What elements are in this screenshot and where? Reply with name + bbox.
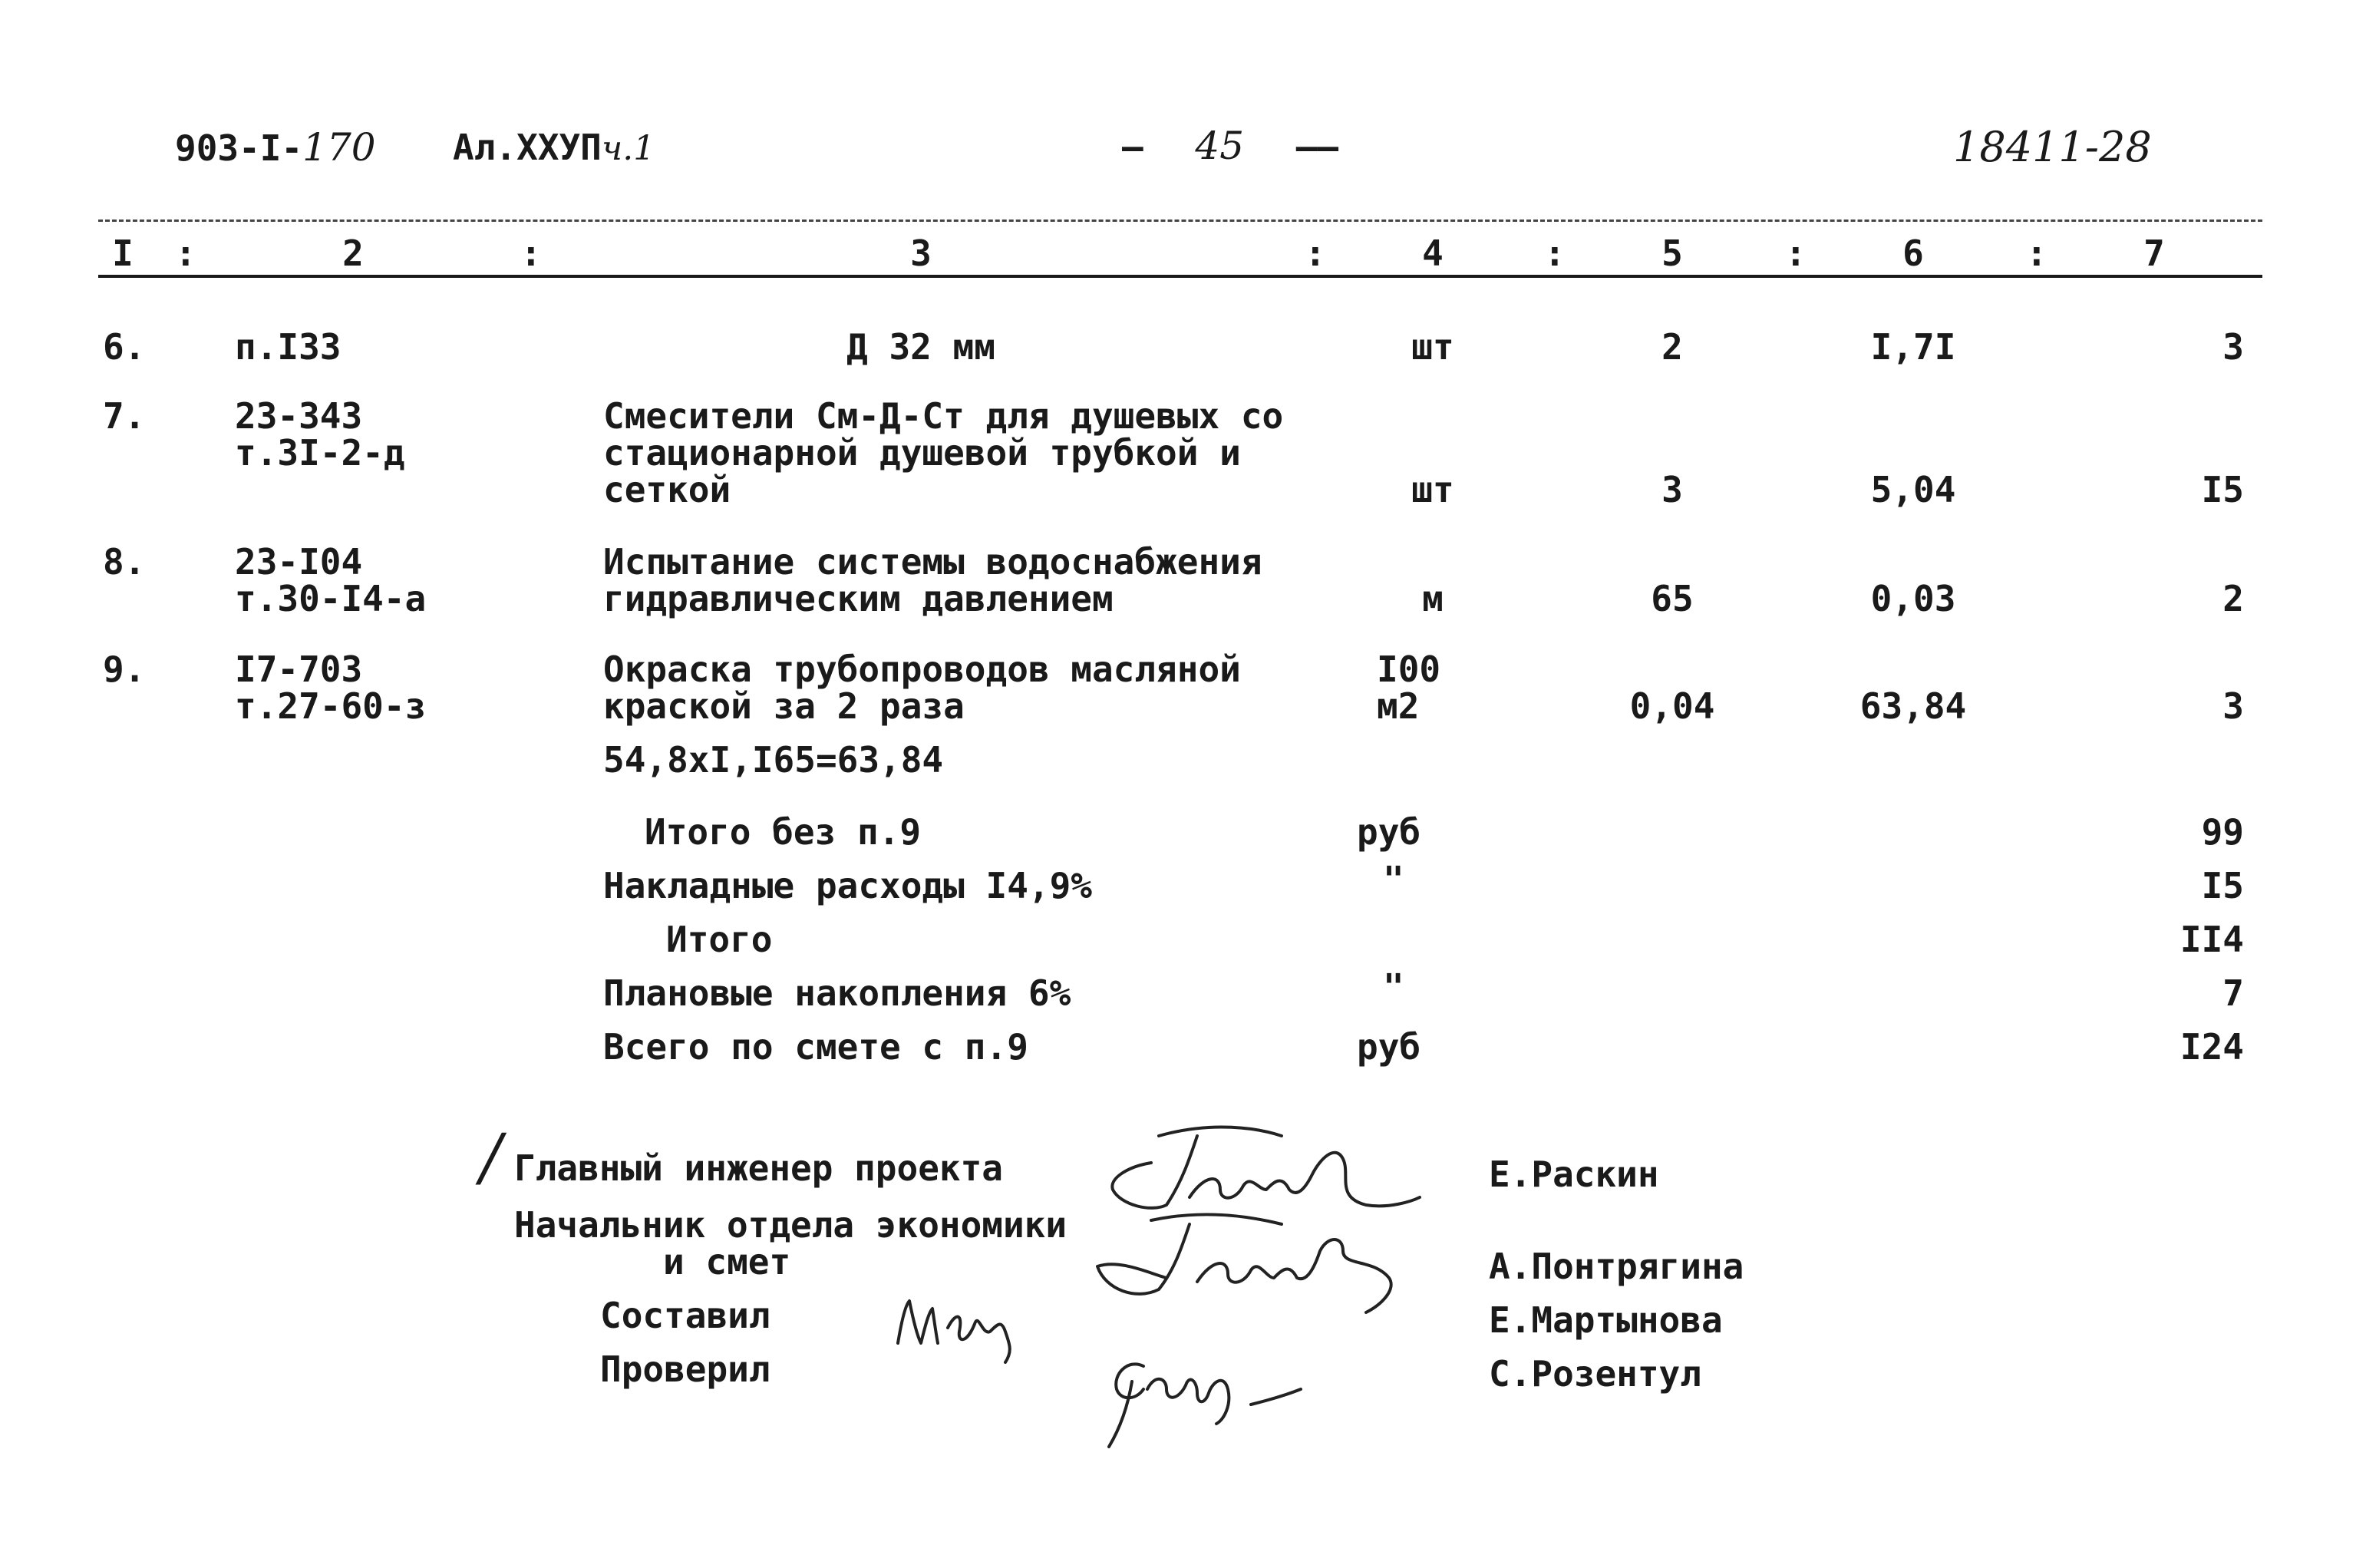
row-total: 2 [2222, 578, 2244, 619]
column-separator: : [2026, 233, 2047, 274]
signatory-title: Проверил [600, 1348, 770, 1390]
signatory-title: Начальник отдела экономики [514, 1204, 1067, 1246]
summary-value: I24 [2179, 1026, 2244, 1068]
summary-unit: " [1383, 966, 1404, 1008]
row-description: Д 32 мм [846, 326, 995, 368]
summary-label: Итого [666, 919, 773, 960]
page-dash-left: – [1122, 126, 1143, 167]
summary-unit: руб [1357, 1026, 1421, 1068]
column-separator: : [520, 233, 542, 274]
column-separator: : [1305, 233, 1326, 274]
page-number [1122, 124, 1339, 168]
column-header-2: 2 [342, 233, 364, 274]
column-header-6: 6 [1902, 233, 1924, 274]
row-description: Испытание системы водоснабжения [603, 541, 1262, 583]
column-separator: : [1544, 233, 1566, 274]
row-code: 23-I04 [235, 541, 363, 583]
signatory-title: Главный инженер проекта [514, 1147, 1003, 1189]
column-header-3: 3 [910, 233, 932, 274]
summary-label: Плановые накопления 6% [603, 972, 1071, 1014]
row-unit: м [1422, 578, 1444, 619]
summary-label: Всего по смете с п.9 [603, 1026, 1028, 1068]
row-unit: шт [1411, 469, 1454, 510]
document-code-handwritten: 170 [302, 125, 376, 170]
signatory-title: Составил [600, 1295, 770, 1336]
document-code-printed: 903-I- [175, 127, 303, 169]
row-code: п.I33 [235, 326, 342, 368]
row-unit: I00 [1377, 649, 1441, 690]
row-quantity: 65 [1651, 578, 1694, 619]
row-unit-price: 5,04 [1870, 469, 1956, 510]
archive-number-handwritten: 18411-28 [1953, 123, 2152, 171]
page-number-handwritten: 45 [1195, 124, 1245, 168]
row-description: Смесители См-Д-Ст для душевых со [603, 395, 1284, 437]
album-reference [453, 129, 655, 167]
signature-compiler [890, 1289, 1044, 1366]
row-unit-price: I,7I [1870, 326, 1956, 368]
row-total: I5 [2201, 469, 2244, 510]
signature-checker [1090, 1335, 1320, 1451]
signatory-title: и смет [663, 1241, 791, 1282]
row-description: стационарной душевой трубкой и [603, 432, 1241, 474]
row-total: 3 [2222, 685, 2244, 727]
row-quantity: 0,04 [1629, 685, 1715, 727]
summary-value: I5 [2201, 865, 2244, 906]
row-code-table: т.3I-2-д [235, 432, 405, 474]
signatory-name: А.Понтрягина [1489, 1246, 1744, 1287]
row-number: 6. [103, 326, 146, 368]
row-number: 8. [103, 541, 146, 583]
signatory-name: С.Розентул [1489, 1353, 1701, 1395]
summary-value: 99 [2201, 811, 2244, 853]
row-total: 3 [2222, 326, 2244, 368]
row-unit-price: 63,84 [1859, 685, 1967, 727]
row-code-table: т.30-I4-а [235, 578, 427, 619]
row-description: сеткой [603, 469, 731, 510]
summary-value: 7 [2222, 972, 2244, 1014]
summary-value: II4 [2179, 919, 2244, 960]
header-top-rule [98, 220, 2262, 222]
row-description: гидравлическим давлением [603, 578, 1114, 619]
column-header-5: 5 [1661, 233, 1683, 274]
summary-label: Накладные расходы I4,9% [603, 865, 1092, 906]
document-code [175, 125, 376, 170]
row-calculation: 54,8хI,I65=63,84 [603, 739, 944, 781]
row-description: краской за 2 раза [603, 685, 965, 727]
signatory-name: Е.Мартынова [1489, 1299, 1723, 1341]
header-bottom-rule [98, 275, 2262, 278]
column-header-1: I [112, 233, 134, 274]
row-number: 7. [103, 395, 146, 437]
row-code-table: т.27-60-з [235, 685, 427, 727]
summary-label: Итого без п.9 [645, 811, 922, 853]
album-printed: Ал.XXУП [453, 127, 602, 168]
column-separator: : [1785, 233, 1807, 274]
row-quantity: 3 [1661, 469, 1683, 510]
album-handwritten: ч.1 [601, 129, 655, 168]
handwritten-slash-mark: / [480, 1121, 502, 1194]
row-unit: м2 [1377, 685, 1420, 727]
column-header-4: 4 [1422, 233, 1444, 274]
row-unit: шт [1411, 326, 1454, 368]
row-number: 9. [103, 649, 146, 690]
column-separator: : [175, 233, 196, 274]
row-unit-price: 0,03 [1870, 578, 1956, 619]
signature-head-of-department [1090, 1205, 1412, 1320]
row-code: 23-343 [235, 395, 363, 437]
summary-unit: руб [1357, 811, 1421, 853]
row-code: I7-703 [235, 649, 363, 690]
row-quantity: 2 [1661, 326, 1683, 368]
summary-unit: " [1383, 859, 1404, 900]
page-dash-right: –– [1295, 126, 1339, 167]
column-header-7: 7 [2143, 233, 2165, 274]
signatory-name: Е.Раскин [1489, 1154, 1659, 1195]
row-description: Окраска трубопроводов масляной [603, 649, 1241, 690]
